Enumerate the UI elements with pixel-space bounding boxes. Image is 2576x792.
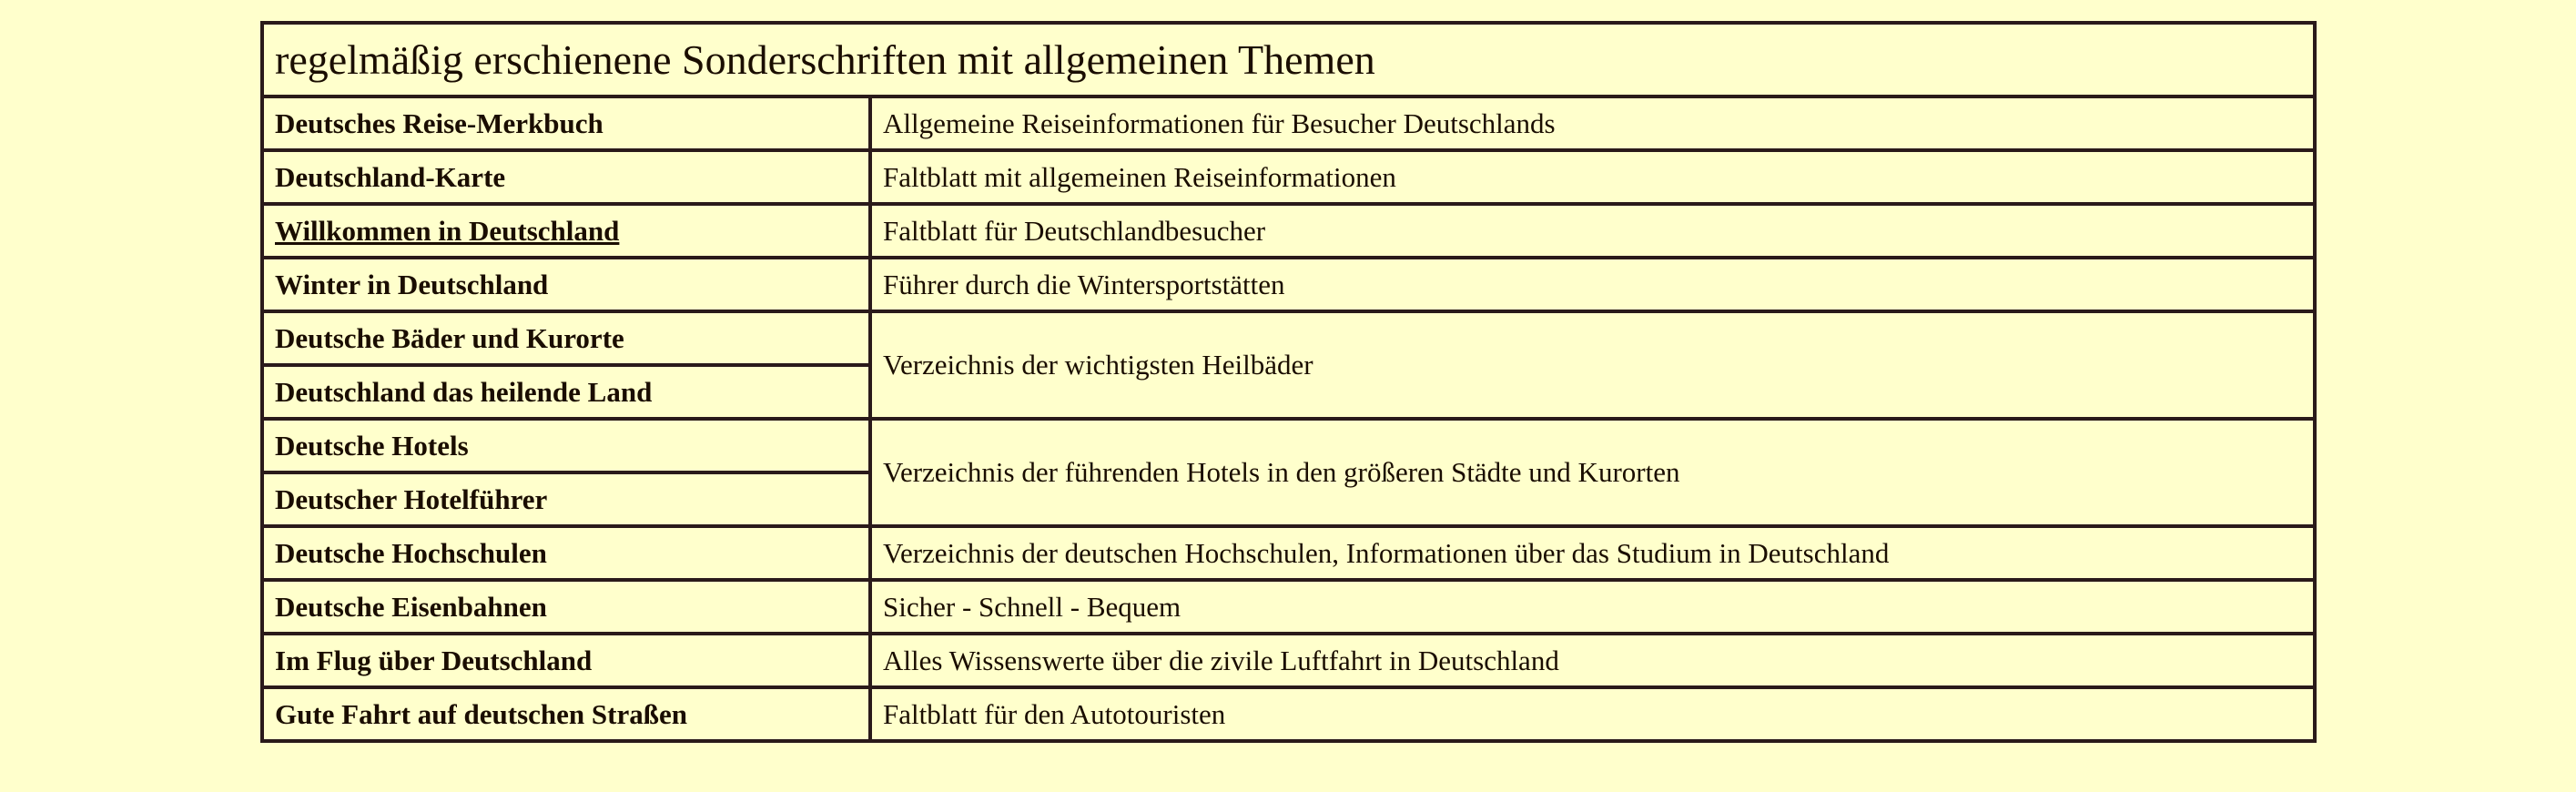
publication-name: Deutsche Eisenbahnen [262,580,870,634]
table-row [262,687,2315,741]
table-row [262,150,2315,204]
publication-description: Verzeichnis der wichtigsten Heilbäder [870,311,2315,419]
publication-description: Sicher - Schnell - Bequem [870,580,2315,634]
publication-description: Verzeichnis der führenden Hotels in den größeren Städte und Kurorten [870,419,2315,526]
publication-description: Verzeichnis der deutschen Hochschulen, Informationen über das Studium in Deutschland [870,526,2315,580]
publication-name: Deutscher Hotelführer [262,472,870,526]
table-row [262,96,2315,150]
publication-description: Führer durch die Wintersportstätten [870,258,2315,311]
table-row [262,634,2315,687]
table-row [262,258,2315,311]
publication-name: Winter in Deutschland [262,258,870,311]
publications-table-wrapper [260,21,2313,743]
table-row [262,419,2315,472]
publication-description: Alles Wissenswerte über die zivile Luftfahrt in Deutschland [870,634,2315,687]
publication-description: Faltblatt für Deutschlandbesucher [870,204,2315,258]
publication-description: Faltblatt für den Autotouristen [870,687,2315,741]
publications-table [260,21,2317,743]
publication-description: Allgemeine Reiseinformationen für Besucher Deutschlands [870,96,2315,150]
publication-name: Deutschland das heilende Land [262,365,870,419]
publication-name: Deutsche Hotels [262,419,870,472]
publication-name: Deutschland-Karte [262,150,870,204]
publication-name: Gute Fahrt auf deutschen Straßen [262,687,870,741]
publication-name-cell [262,204,870,258]
table-row [262,526,2315,580]
publication-name: Deutsche Hochschulen [262,526,870,580]
publication-link-willkommen[interactable]: Willkommen in Deutschland [275,214,620,247]
table-row [262,311,2315,365]
table-row [262,580,2315,634]
publication-name: Deutsches Reise-Merkbuch [262,96,870,150]
publication-name: Deutsche Bäder und Kurorte [262,311,870,365]
publication-description: Faltblatt mit allgemeinen Reiseinformationen [870,150,2315,204]
table-row [262,204,2315,258]
publication-name: Im Flug über Deutschland [262,634,870,687]
table-header-row [262,23,2315,96]
table-title: regelmäßig erschienene Sonderschriften mit allgemeinen Themen [262,23,2315,96]
